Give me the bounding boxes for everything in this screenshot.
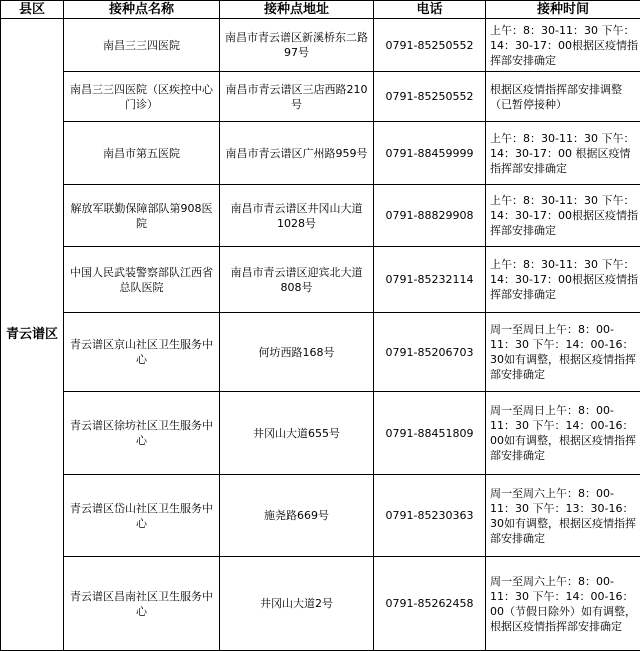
site-name: 青云谱区京山社区卫生服务中心 xyxy=(64,313,220,392)
table-row xyxy=(1,392,640,475)
site-time: 周一至周六上午：8：00-11：30 下午：13：30-16：30如有调整，根据区疫情指挥部安排确定 xyxy=(486,475,640,557)
site-address: 南昌市青云谱区迎宾北大道808号 xyxy=(220,247,374,313)
table-row xyxy=(1,475,640,557)
site-phone: 0791-88829908 xyxy=(374,185,486,247)
site-phone: 0791-88459999 xyxy=(374,122,486,185)
site-name: 青云谱区岱山社区卫生服务中心 xyxy=(64,475,220,557)
header-time: 接种时间 xyxy=(486,1,640,19)
site-phone: 0791-88451809 xyxy=(374,392,486,475)
site-time: 周一至周六上午：8：00-11：30 下午：14：00-16：00（节假日除外）如有调整，根据区疫情指挥部安排确定 xyxy=(486,557,640,651)
site-address: 南昌市青云谱区井冈山大道1028号 xyxy=(220,185,374,247)
site-name: 南昌三三四医院 xyxy=(64,19,220,72)
site-name: 南昌三三四医院（区疾控中心门诊） xyxy=(64,72,220,122)
header-name: 接种点名称 xyxy=(64,1,220,19)
site-name: 青云谱区昌南社区卫生服务中心 xyxy=(64,557,220,651)
table-row xyxy=(1,557,640,651)
header-phone: 电话 xyxy=(374,1,486,19)
site-phone: 0791-85250552 xyxy=(374,72,486,122)
site-name: 青云谱区徐坊社区卫生服务中心 xyxy=(64,392,220,475)
table-row xyxy=(1,19,640,72)
site-time: 周一至周日上午：8：00-11：30 下午：14：00-16：00如有调整，根据区疫情指挥部安排确定 xyxy=(486,392,640,475)
table-row xyxy=(1,122,640,185)
site-name: 南昌市第五医院 xyxy=(64,122,220,185)
site-address: 施尧路669号 xyxy=(220,475,374,557)
table-row xyxy=(1,185,640,247)
table-row xyxy=(1,247,640,313)
site-time: 上午：8：30-11：30 下午：14：30-17：00 根据区疫情指挥部安排确定 xyxy=(486,122,640,185)
site-time: 周一至周日上午：8：00-11：30 下午：14：00-16：30如有调整，根据区疫情指挥部安排确定 xyxy=(486,313,640,392)
site-address: 井冈山大道655号 xyxy=(220,392,374,475)
site-phone: 0791-85262458 xyxy=(374,557,486,651)
site-address: 何坊西路168号 xyxy=(220,313,374,392)
header-address: 接种点地址 xyxy=(220,1,374,19)
site-time: 上午：8：30-11：30 下午：14：30-17：00根据区疫情指挥部安排确定 xyxy=(486,247,640,313)
district-cell: 青云谱区 xyxy=(1,19,64,651)
table-row xyxy=(1,72,640,122)
site-address: 南昌市青云谱区广州路959号 xyxy=(220,122,374,185)
site-address: 南昌市青云谱区新溪桥东二路97号 xyxy=(220,19,374,72)
site-phone: 0791-85230363 xyxy=(374,475,486,557)
site-phone: 0791-85250552 xyxy=(374,19,486,72)
site-phone: 0791-85206703 xyxy=(374,313,486,392)
header-district: 县区 xyxy=(1,1,64,19)
header-row xyxy=(1,1,640,19)
site-phone: 0791-85232114 xyxy=(374,247,486,313)
site-name: 解放军联勤保障部队第908医院 xyxy=(64,185,220,247)
table-row xyxy=(1,313,640,392)
site-address: 南昌市青云谱区三店西路210号 xyxy=(220,72,374,122)
site-time: 上午：8：30-11：30 下午：14：30-17：00根据区疫情指挥部安排确定 xyxy=(486,185,640,247)
site-name: 中国人民武装警察部队江西省总队医院 xyxy=(64,247,220,313)
site-address: 井冈山大道2号 xyxy=(220,557,374,651)
site-time: 上午：8：30-11：30 下午：14：30-17：00根据区疫情指挥部安排确定 xyxy=(486,19,640,72)
site-time: 根据区疫情指挥部安排调整（已暂停接种） xyxy=(486,72,640,122)
